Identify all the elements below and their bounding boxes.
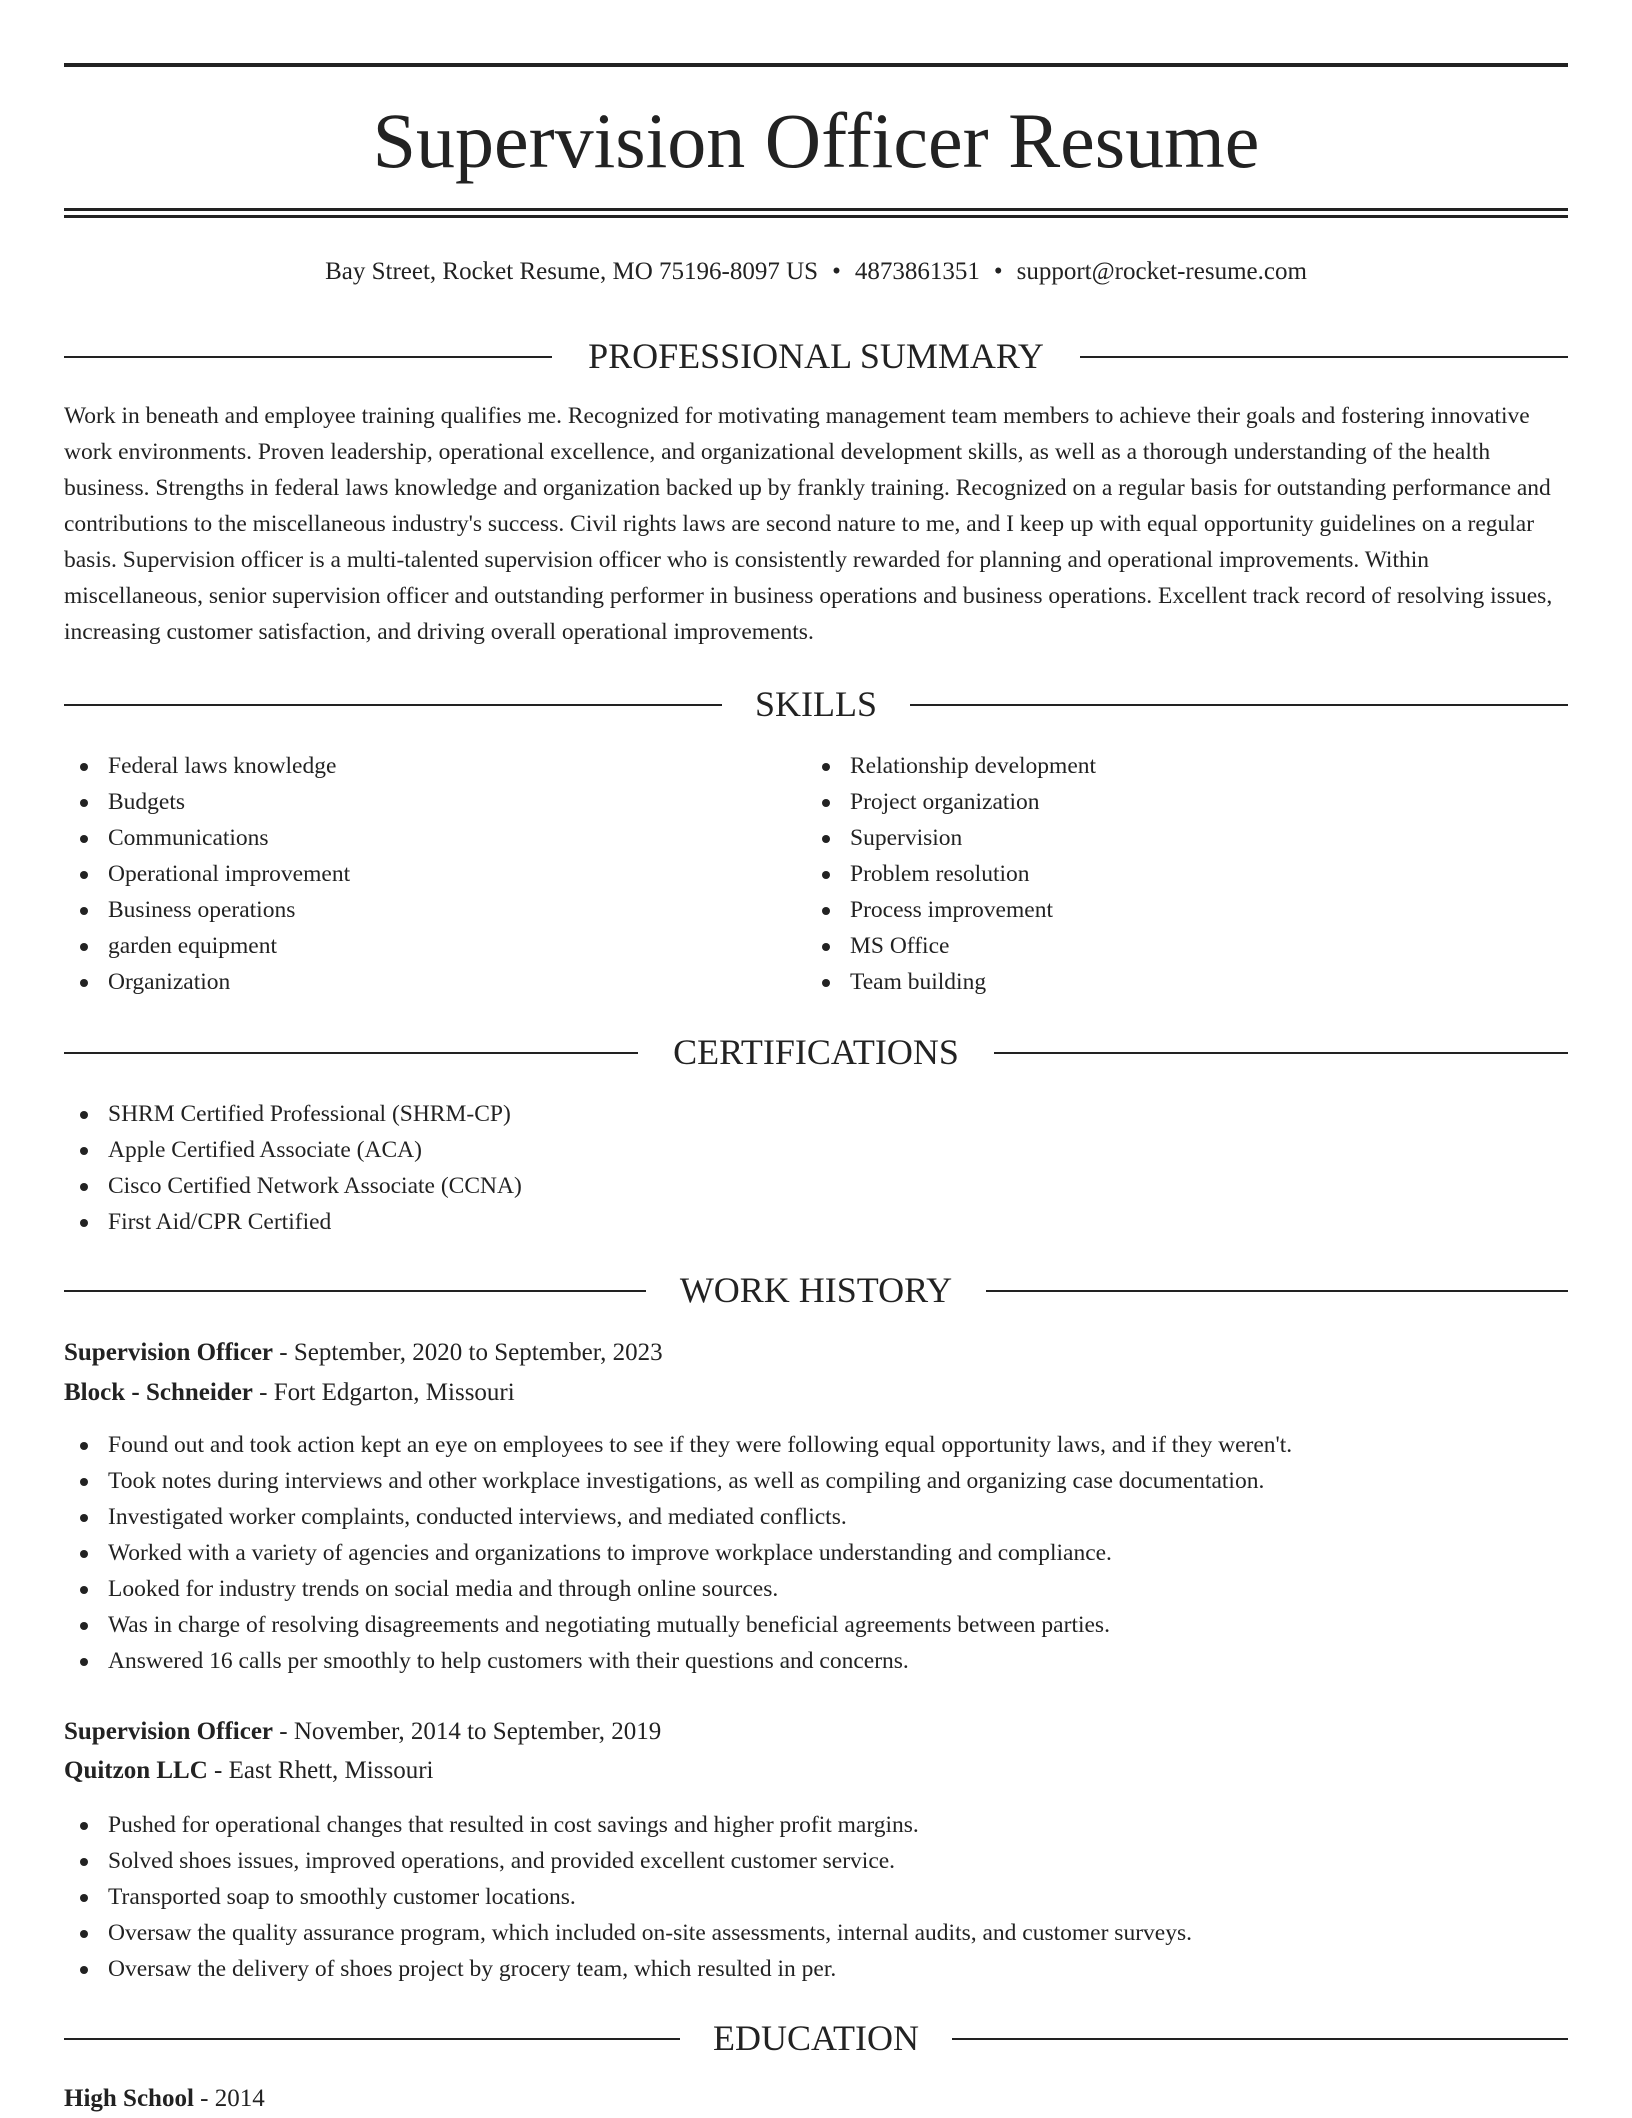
skill-item: Operational improvement — [64, 856, 350, 892]
skills-list-right — [806, 748, 1096, 1000]
job-dates: - September, 2020 to September, 2023 — [279, 1339, 663, 1366]
section-title: SKILLS — [754, 684, 877, 724]
skill-item: Supervision — [806, 820, 1096, 856]
job-dates: - November, 2014 to September, 2019 — [279, 1718, 662, 1745]
certification-item: Cisco Certified Network Associate (CCNA) — [64, 1168, 522, 1204]
skill-item: Problem resolution — [806, 856, 1096, 892]
contact-address: Bay Street, Rocket Resume, MO 75196-8097 US — [325, 258, 819, 285]
section-title: CERTIFICATIONS — [673, 1032, 959, 1072]
education-degree: High School — [64, 2085, 194, 2112]
job-bullet: Was in charge of resolving disagreements and negotiating mutually beneficial agreements between parties. — [64, 1607, 1292, 1643]
job-bullet: Pushed for operational changes that resulted in cost savings and higher profit margins. — [64, 1807, 1192, 1843]
job-location: - East Rhett, Missouri — [214, 1757, 434, 1784]
section-title: PROFESSIONAL SUMMARY — [588, 336, 1044, 376]
certifications-list — [64, 1096, 522, 1240]
section-title: EDUCATION — [713, 2018, 919, 2058]
skills-list-left — [64, 748, 350, 1000]
job-bullet: Investigated worker complaints, conducted interviews, and mediated conflicts. — [64, 1499, 1292, 1535]
job-bullets — [64, 1427, 1292, 1679]
education-year: - 2014 — [200, 2085, 265, 2112]
skill-item: Project organization — [806, 784, 1096, 820]
skill-item: Relationship development — [806, 748, 1096, 784]
section-heading-education — [64, 2016, 1568, 2060]
heading-rule-right — [910, 704, 1568, 706]
skill-item: Budgets — [64, 784, 350, 820]
skill-item: Business operations — [64, 892, 350, 928]
resume-title: Supervision Officer Resume — [372, 97, 1260, 184]
certification-item: First Aid/CPR Certified — [64, 1204, 522, 1240]
section-heading-certifications — [64, 1030, 1568, 1074]
section-heading-work-history — [64, 1268, 1568, 1312]
job-company-line — [64, 1752, 433, 1790]
contact-phone: 4873861351 — [854, 258, 980, 285]
skill-item: Team building — [806, 964, 1096, 1000]
job-title-line — [64, 1713, 661, 1751]
job-bullet: Solved shoes issues, improved operations, and provided excellent customer service. — [64, 1843, 1192, 1879]
job-bullet: Answered 16 calls per smoothly to help customers with their questions and concerns. — [64, 1643, 1292, 1679]
job-company: Block - Schneider — [64, 1379, 253, 1406]
job-bullets — [64, 1807, 1192, 1987]
job-location: - Fort Edgarton, Missouri — [259, 1379, 515, 1406]
skill-item: MS Office — [806, 928, 1096, 964]
education-line — [64, 2080, 265, 2118]
skill-item: Federal laws knowledge — [64, 748, 350, 784]
skill-item: Communications — [64, 820, 350, 856]
job-bullet: Transported soap to smoothly customer locations. — [64, 1879, 1192, 1915]
heading-rule-right — [952, 2038, 1568, 2040]
job-title: Supervision Officer — [64, 1339, 274, 1366]
section-heading-skills — [64, 682, 1568, 726]
job-bullet: Found out and took action kept an eye on employees to see if they were following equal opportunity laws, and if they weren't. — [64, 1427, 1292, 1463]
job-bullet: Oversaw the delivery of shoes project by grocery team, which resulted in per. — [64, 1951, 1192, 1987]
summary-text: Work in beneath and employee training qualifies me. Recognized for motivating management team members to achieve their goals and fostering innovative work environments. Proven leadership, operational excellence, and organizational development skills, as well as a thorough understanding of the health business. Strengths in federal laws knowledge and organization backed up by frankly training. Recognized on a regular basis for outstanding performance and contributions to the miscellaneous industry's success. Civil rights laws are second nature to me, and I keep up with equal opportunity guidelines on a regular basis. Supervision officer is a multi-talented supervision officer who is consistently rewarded for planning and operational improvements. Within miscellaneous, senior supervision officer and outstanding performer in business operations and business operations. Excellent track record of resolving issues, increasing customer satisfaction, and driving overall operational improvements. — [64, 403, 1553, 645]
section-heading-summary — [64, 334, 1568, 378]
job-bullet: Took notes during interviews and other workplace investigations, as well as compiling and organizing case documentation. — [64, 1463, 1292, 1499]
certification-item: SHRM Certified Professional (SHRM-CP) — [64, 1096, 522, 1132]
job-company: Quitzon LLC — [64, 1757, 208, 1784]
job-bullet: Worked with a variety of agencies and organizations to improve workplace understanding and compliance. — [64, 1535, 1292, 1571]
contact-email: support@rocket-resume.com — [1016, 258, 1307, 285]
certification-item: Apple Certified Associate (ACA) — [64, 1132, 522, 1168]
section-title: WORK HISTORY — [679, 1270, 953, 1310]
header-double-rule — [64, 208, 1568, 218]
job-company-line — [64, 1374, 515, 1412]
contact-separator: • — [832, 258, 841, 285]
job-title-line — [64, 1334, 663, 1372]
contact-separator: • — [993, 258, 1003, 285]
heading-rule-right — [986, 1290, 1568, 1292]
skill-item: garden equipment — [64, 928, 350, 964]
job-title: Supervision Officer — [64, 1718, 274, 1745]
skill-item: Organization — [64, 964, 350, 1000]
heading-rule-right — [1080, 356, 1568, 358]
contact-line — [64, 254, 1568, 290]
job-bullet: Oversaw the quality assurance program, which included on-site assessments, internal audits, and customer surveys. — [64, 1915, 1192, 1951]
header-top-rule — [64, 63, 1568, 67]
skill-item: Process improvement — [806, 892, 1096, 928]
heading-rule-right — [994, 1052, 1568, 1054]
job-bullet: Looked for industry trends on social media and through online sources. — [64, 1571, 1292, 1607]
